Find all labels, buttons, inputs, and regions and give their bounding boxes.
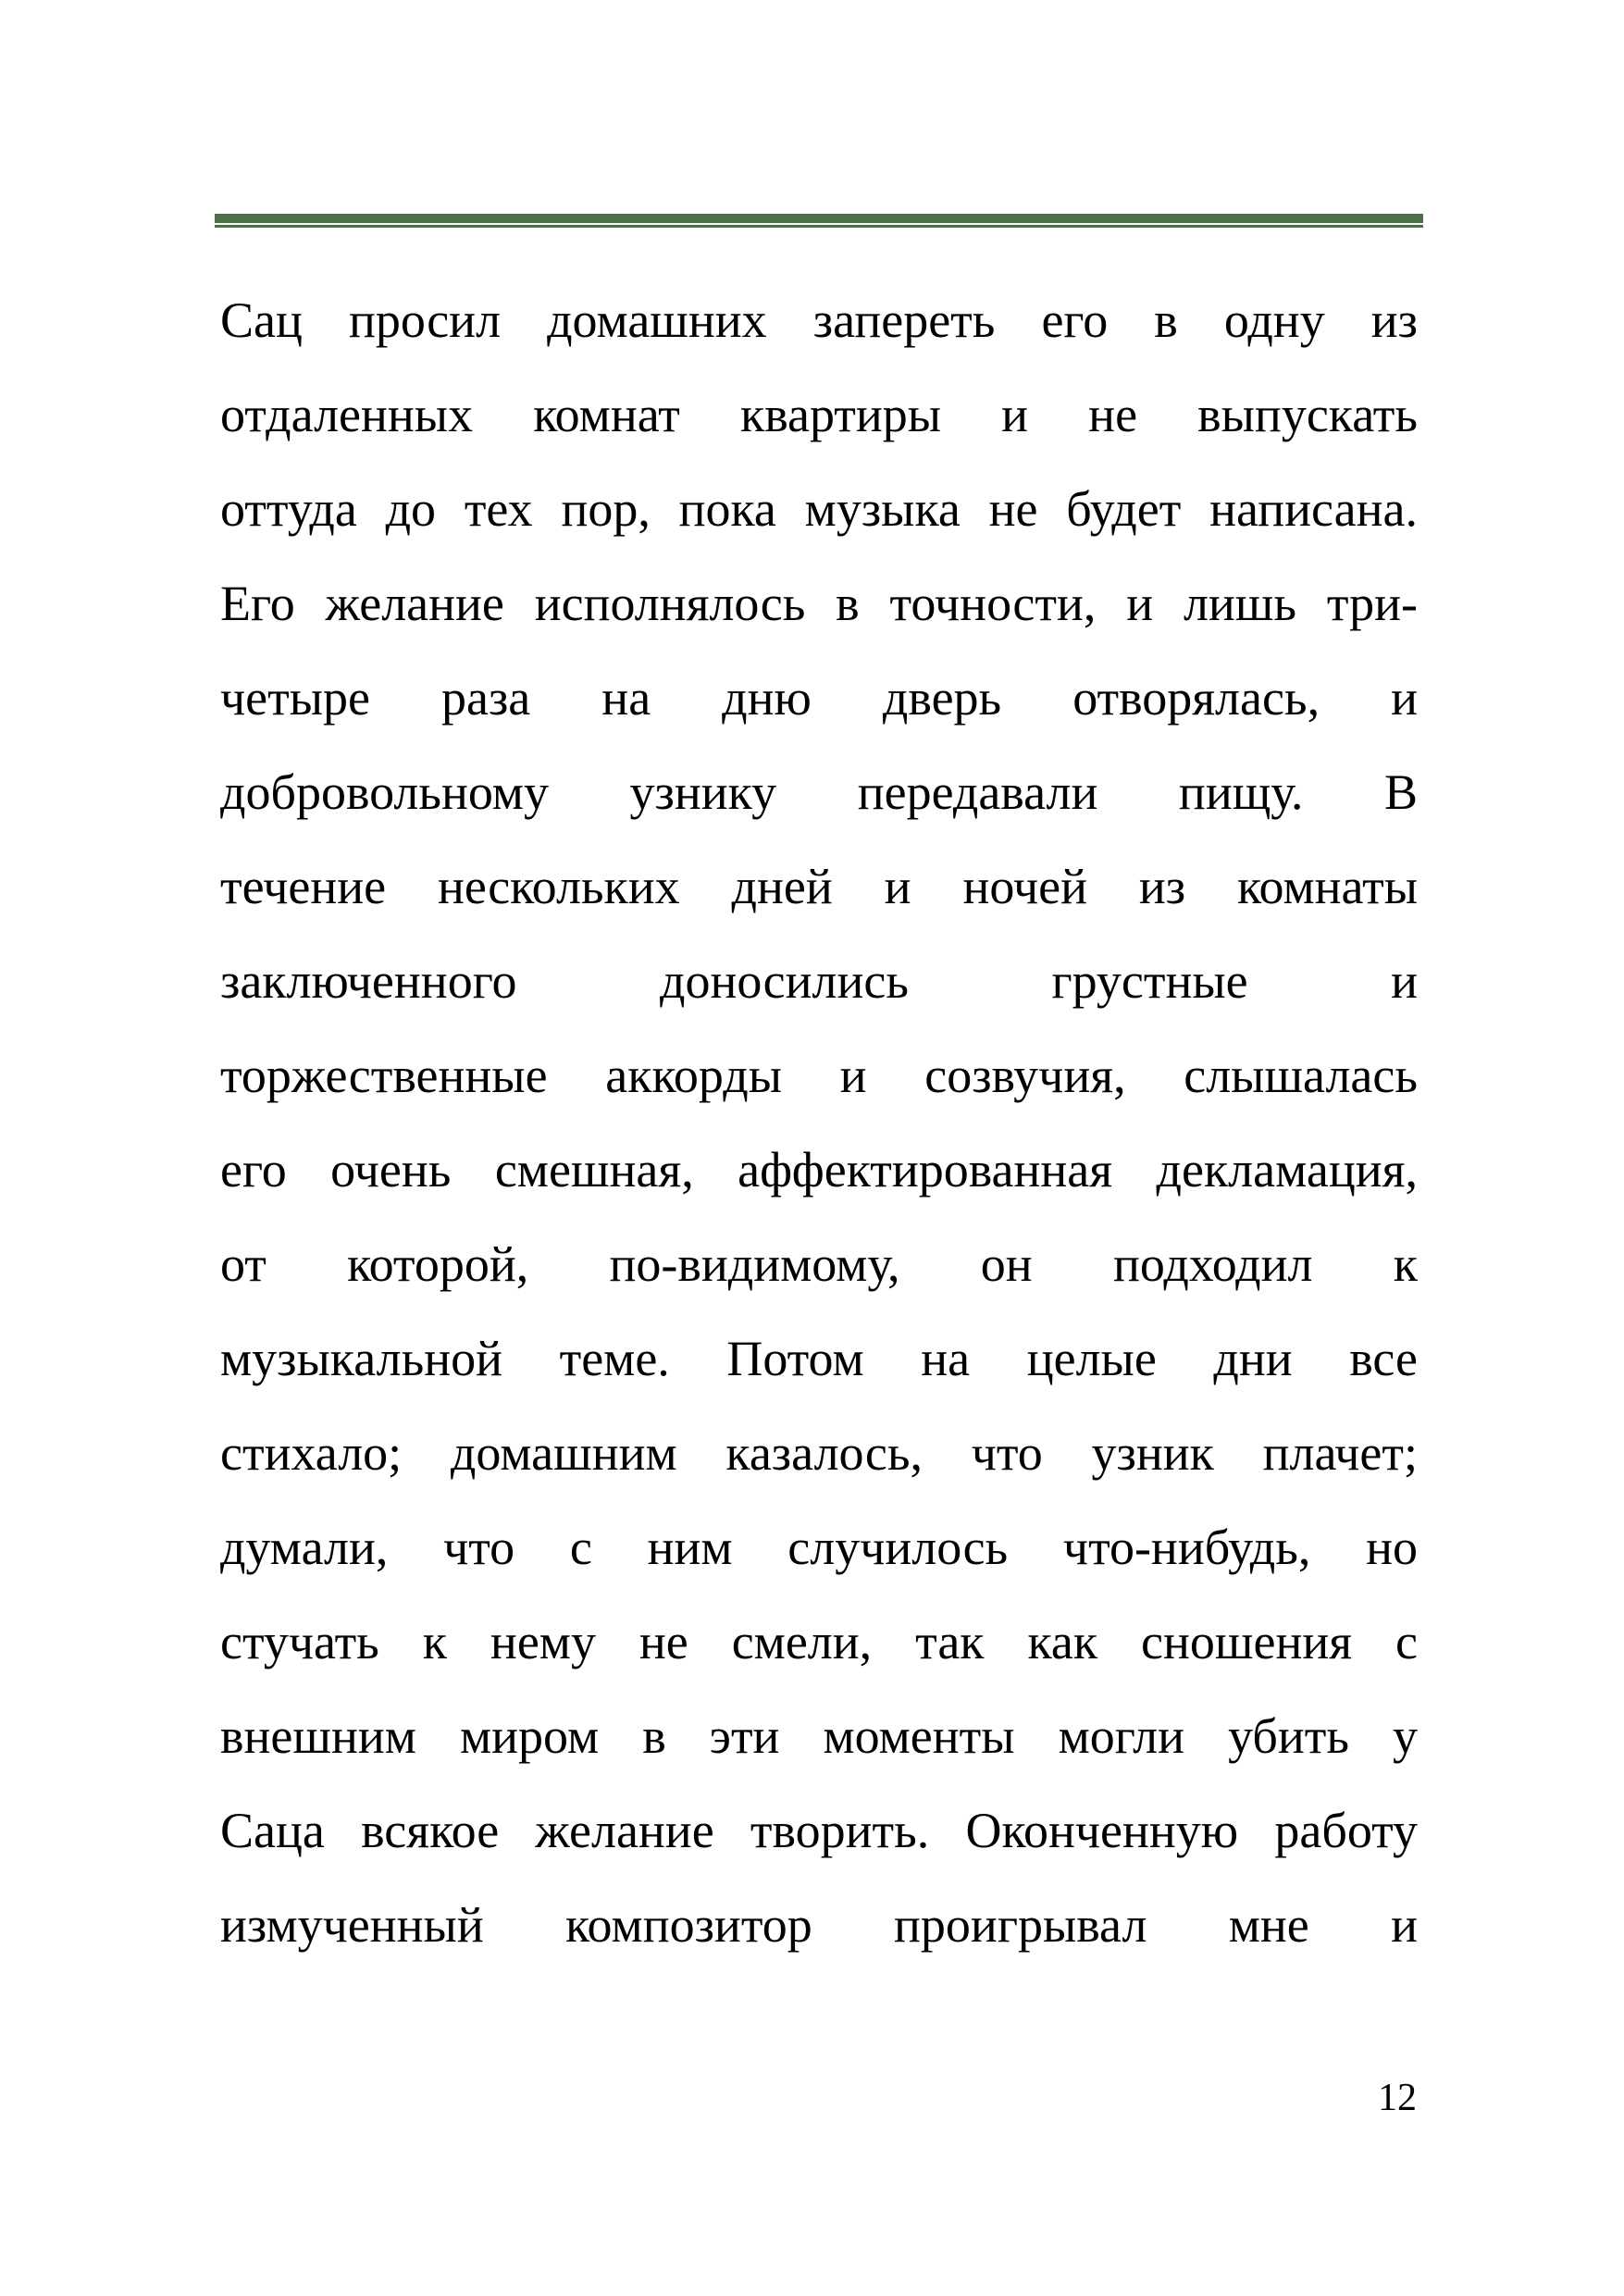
text-line: от которой, по-видимому, он подходил к: [220, 1236, 1418, 1292]
header-rule-thick: [215, 214, 1423, 223]
text-line: измученный композитор проигрывал мне и: [220, 1897, 1418, 1953]
text-line: оттуда до тех пор, пока музыка не будет написана.: [220, 481, 1418, 537]
text-line: стихало; домашним казалось, что узник плачет;: [220, 1425, 1418, 1481]
header-rule-thin: [215, 225, 1423, 228]
text-line: стучать к нему не смели, так как сношения с: [220, 1614, 1418, 1669]
text-line: Сац просил домашних запереть его в одну из: [220, 292, 1418, 348]
header-rule: [215, 214, 1423, 229]
text-line: его очень смешная, аффектированная декламация,: [220, 1142, 1418, 1198]
text-line: музыкальной теме. Потом на целые дни все: [220, 1331, 1418, 1386]
text-line: добровольному узнику передавали пищу. В: [220, 764, 1418, 820]
text-line: торжественные аккорды и созвучия, слышалась: [220, 1048, 1418, 1103]
body-text: [220, 273, 1418, 1972]
page-number: 12: [1378, 2077, 1417, 2119]
text-line: Саца всякое желание творить. Оконченную работу: [220, 1803, 1418, 1858]
text-line: течение нескольких дней и ночей из комнаты: [220, 859, 1418, 914]
text-line: заключенного доносились грустные и: [220, 953, 1418, 1009]
text-line: Его желание исполнялось в точности, и лишь три-: [220, 576, 1418, 631]
text-line: внешним миром в эти моменты могли убить у: [220, 1708, 1418, 1764]
text-line: четыре раза на дню дверь отворялась, и: [220, 670, 1418, 726]
text-line: отдаленных комнат квартиры и не выпускать: [220, 387, 1418, 442]
text-line: думали, что с ним случилось что-нибудь, но: [220, 1520, 1418, 1575]
